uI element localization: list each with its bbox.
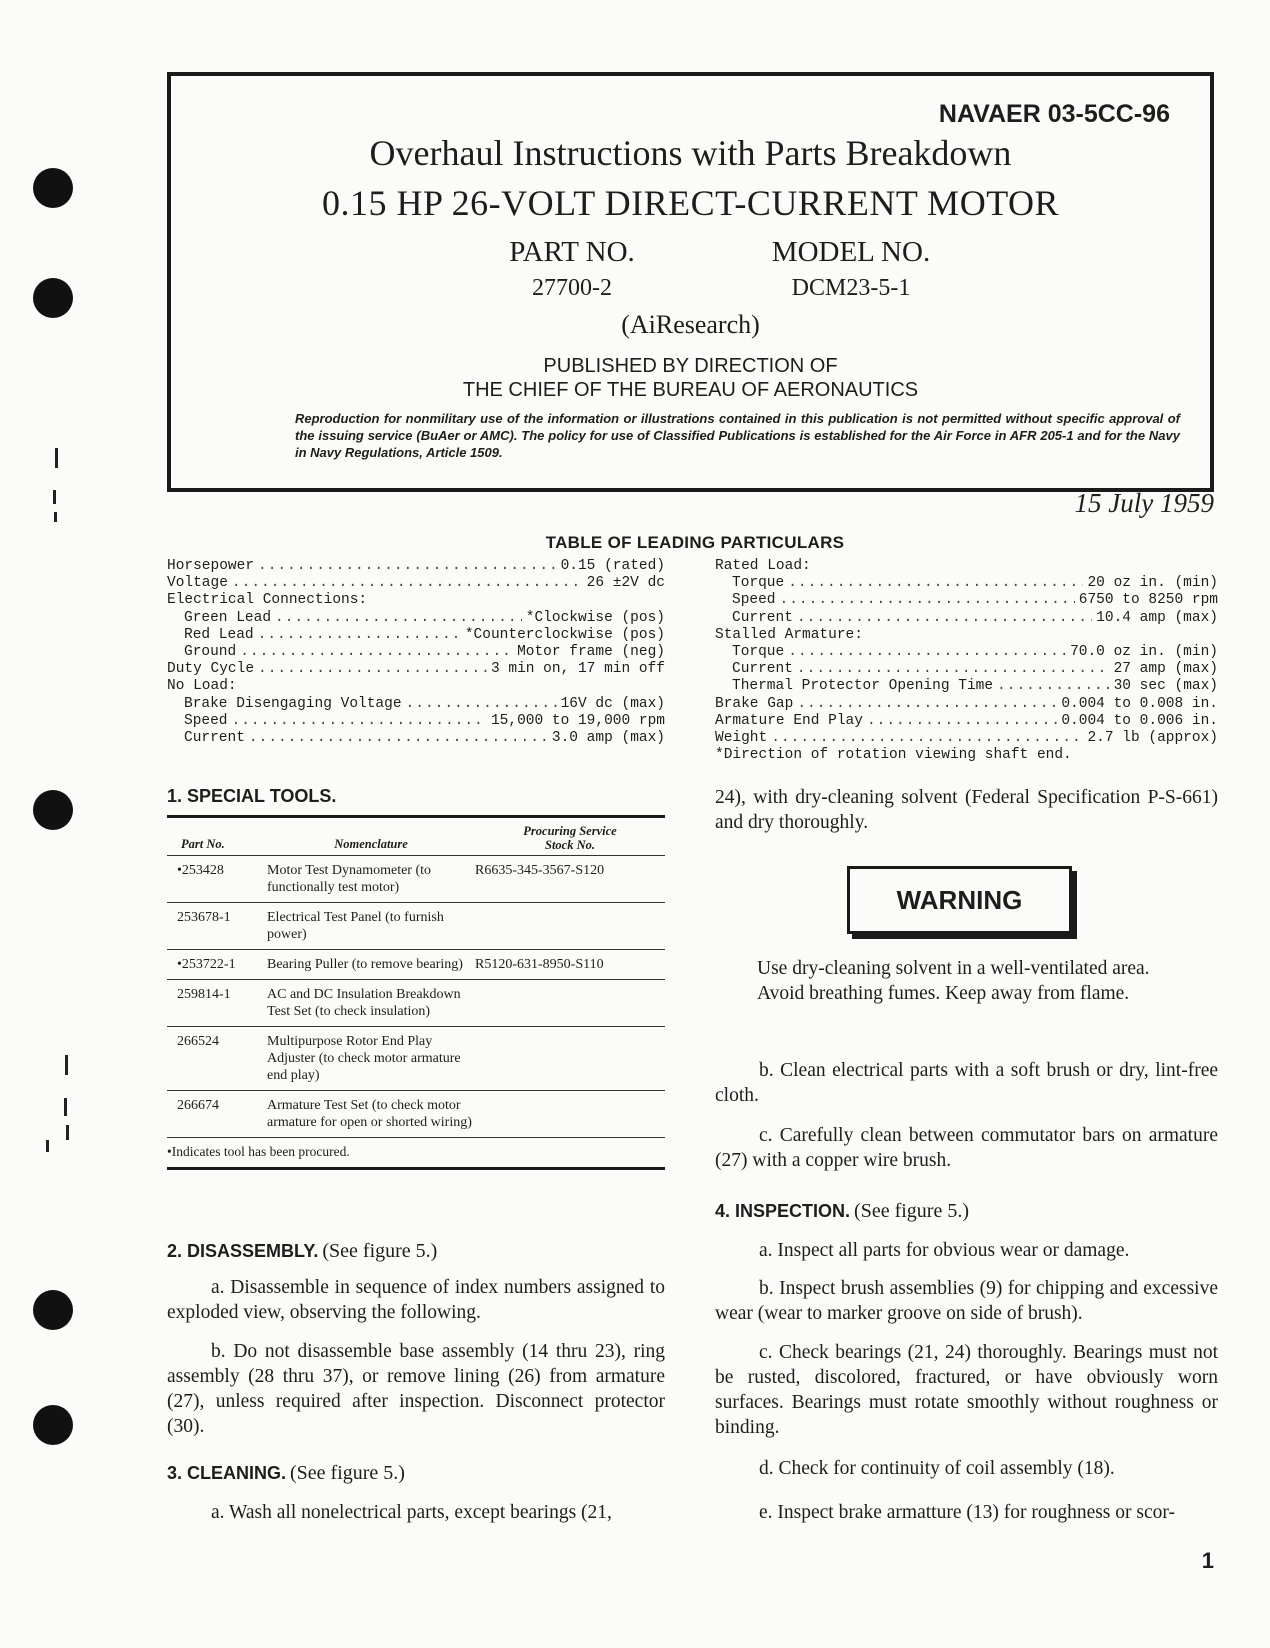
header-stock-no: Procuring Service Stock No. bbox=[523, 824, 617, 852]
particular-row: Horsepower ..... 0.15 (rated) bbox=[167, 558, 665, 575]
section-4-paragraph-e: e. Inspect brake armatture (13) for roughness or scor- bbox=[759, 1502, 1175, 1523]
header-part-no: Part No. bbox=[181, 837, 225, 851]
table-row: 266524 Multipurpose Rotor End Play Adjuster (to check motor armature end play) bbox=[167, 1027, 665, 1091]
table-row: 253678-1 Electrical Test Panel (to furnish power) bbox=[167, 903, 665, 950]
binder-hole bbox=[33, 168, 73, 208]
particulars-title: TABLE OF LEADING PARTICULARS bbox=[545, 533, 845, 552]
table-row: 259814-1 AC and DC Insulation Breakdown Test Set (to check insulation) bbox=[167, 980, 665, 1027]
particulars-left bbox=[167, 558, 665, 747]
particular-row: Voltage ..... 26 ±2V dc bbox=[167, 575, 665, 592]
particular-row: Brake Gap ..... 0.004 to 0.008 in. bbox=[715, 696, 1218, 713]
model-number-value: DCM23-5-1 bbox=[791, 275, 911, 301]
margin-mark bbox=[53, 490, 56, 504]
particular-row: Armature End Play ..... 0.004 to 0.006 in. bbox=[715, 713, 1218, 730]
particular-row: Current ..... 3.0 amp (max) bbox=[167, 730, 665, 747]
special-tools-table bbox=[167, 815, 665, 1170]
warning-box: WARNING bbox=[847, 866, 1072, 934]
particular-row: Red Lead ..... *Counterclockwise (pos) bbox=[167, 627, 665, 644]
section-2-paragraph-b: b. Do not disassemble base assembly (14 thru 23), ring assembly (28 thru 37), or remove lining (26) from armature (27), unless required after inspection. Disconnect protector (30). bbox=[167, 1341, 665, 1437]
binder-hole bbox=[33, 1290, 73, 1330]
margin-mark bbox=[65, 1055, 68, 1075]
particular-row: Current ..... 27 amp (max) bbox=[715, 661, 1218, 678]
particular-group-label: Rated Load: bbox=[715, 558, 811, 574]
section-4-heading: 4. INSPECTION. (See figure 5.) bbox=[715, 1200, 969, 1222]
document-subtitle: 0.15 HP 26-VOLT DIRECT-CURRENT MOTOR bbox=[321, 183, 1060, 223]
particular-row: Torque ..... 20 oz in. (min) bbox=[715, 575, 1218, 592]
particular-group-label: Stalled Armature: bbox=[715, 626, 863, 643]
section-3-paragraph-c: c. Carefully clean between commutator bars on armature (27) with a copper wire brush. bbox=[715, 1125, 1218, 1171]
section-3-heading: 3. CLEANING. (See figure 5.) bbox=[167, 1462, 405, 1484]
header-box bbox=[167, 72, 1214, 492]
particular-group-label: No Load: bbox=[167, 678, 237, 695]
particular-row: Ground ..... Motor frame (neg) bbox=[167, 644, 665, 661]
published-by bbox=[171, 354, 1210, 402]
model-number-block bbox=[711, 236, 991, 302]
reproduction-notice: Reproduction for nonmilitary use of the information or illustrations contained in this publication is not permitted without specific approval of the issuing service (BuAer or AMC). The policy for use of Classified Publications is established for the Air Force in AFR 205-1 and for the Navy in Navy Regulations, Article 1509. bbox=[295, 411, 1180, 460]
binder-hole bbox=[33, 1405, 73, 1445]
tools-table-note: •Indicates tool has been procured. bbox=[167, 1138, 665, 1170]
part-number-block bbox=[457, 236, 687, 302]
binder-hole bbox=[33, 790, 73, 830]
manufacturer: (AiResearch) bbox=[621, 310, 760, 339]
section-4-paragraph-c: c. Check bearings (21, 24) thoroughly. Bearings must not be rusted, discolored, fractured, or have obviously worn surfaces. Bearings must rotate smoothly without roughness or binding. bbox=[715, 1342, 1218, 1438]
particular-row: Speed ..... 15,000 to 19,000 rpm bbox=[167, 713, 665, 730]
part-number-value: 27700-2 bbox=[532, 275, 612, 301]
model-number-label: MODEL NO. bbox=[771, 236, 931, 268]
particular-row: Duty Cycle ..... 3 min on, 17 min off bbox=[167, 661, 665, 678]
binder-hole bbox=[33, 278, 73, 318]
section-2-heading: 2. DISASSEMBLY. (See figure 5.) bbox=[167, 1240, 438, 1262]
section-4-paragraph-a: a. Inspect all parts for obvious wear or damage. bbox=[759, 1240, 1130, 1261]
section-2-paragraph-a: a. Disassemble in sequence of index numbers assigned to exploded view, observing the following. bbox=[167, 1277, 665, 1323]
particular-row: Weight ..... 2.7 lb (approx) bbox=[715, 730, 1218, 747]
document-title: Overhaul Instructions with Parts Breakdown bbox=[369, 133, 1012, 173]
section-3-paragraph-a-continued: 24), with dry-cleaning solvent (Federal Specification P-S-661) and dry thoroughly. bbox=[715, 787, 1218, 833]
section-4-paragraph-d: d. Check for continuity of coil assembly (18). bbox=[759, 1458, 1115, 1479]
page-number: 1 bbox=[1201, 1548, 1214, 1573]
particular-row: Green Lead ..... *Clockwise (pos) bbox=[167, 610, 665, 627]
section-3-paragraph-b: b. Clean electrical parts with a soft brush or dry, lint-free cloth. bbox=[715, 1060, 1218, 1106]
header-nomenclature: Nomenclature bbox=[334, 837, 408, 851]
particular-row: Torque ..... 70.0 oz in. (min) bbox=[715, 644, 1218, 661]
warning-text: Use dry-cleaning solvent in a well-ventilated area. Avoid breathing fumes. Keep away from flame. bbox=[757, 958, 1150, 1004]
table-row: 266674 Armature Test Set (to check motor armature for open or shorted wiring) bbox=[167, 1091, 665, 1138]
section-3-paragraph-a: a. Wash all nonelectrical parts, except bearings (21, bbox=[211, 1502, 612, 1523]
published-line-2: THE CHIEF OF THE BUREAU OF AERONAUTICS bbox=[462, 379, 919, 401]
particular-row: Thermal Protector Opening Time ..... 30 sec (max) bbox=[715, 678, 1218, 695]
margin-mark bbox=[54, 512, 57, 522]
particular-row: Current ..... 10.4 amp (max) bbox=[715, 610, 1218, 627]
section-1-heading: 1. SPECIAL TOOLS. bbox=[167, 786, 337, 806]
particular-row: Speed ..... 6750 to 8250 rpm bbox=[715, 592, 1218, 609]
particular-footnote: *Direction of rotation viewing shaft end. bbox=[715, 747, 1072, 764]
margin-mark bbox=[46, 1140, 49, 1152]
section-4-paragraph-b: b. Inspect brush assemblies (9) for chipping and excessive wear (wear to marker groove on side of brush). bbox=[715, 1278, 1218, 1324]
particular-group-label: Electrical Connections: bbox=[167, 592, 368, 609]
tools-table-header bbox=[167, 818, 665, 856]
table-row: •253722-1 Bearing Puller (to remove bearing) R5120-631-8950-S110 bbox=[167, 950, 665, 980]
document-number: NAVAER 03-5CC-96 bbox=[938, 100, 1170, 128]
particular-row: Brake Disengaging Voltage ..... 16V dc (max) bbox=[167, 696, 665, 713]
particulars-right bbox=[715, 558, 1218, 764]
margin-mark bbox=[66, 1125, 69, 1140]
margin-mark bbox=[55, 448, 58, 468]
publication-date: 15 July 1959 bbox=[1074, 488, 1214, 518]
table-row: •253428 Motor Test Dynamometer (to functionally test motor) R6635-345-3567-S120 bbox=[167, 856, 665, 903]
part-number-label: PART NO. bbox=[509, 236, 635, 268]
published-line-1: PUBLISHED BY DIRECTION OF bbox=[543, 355, 838, 377]
margin-mark bbox=[64, 1098, 67, 1116]
